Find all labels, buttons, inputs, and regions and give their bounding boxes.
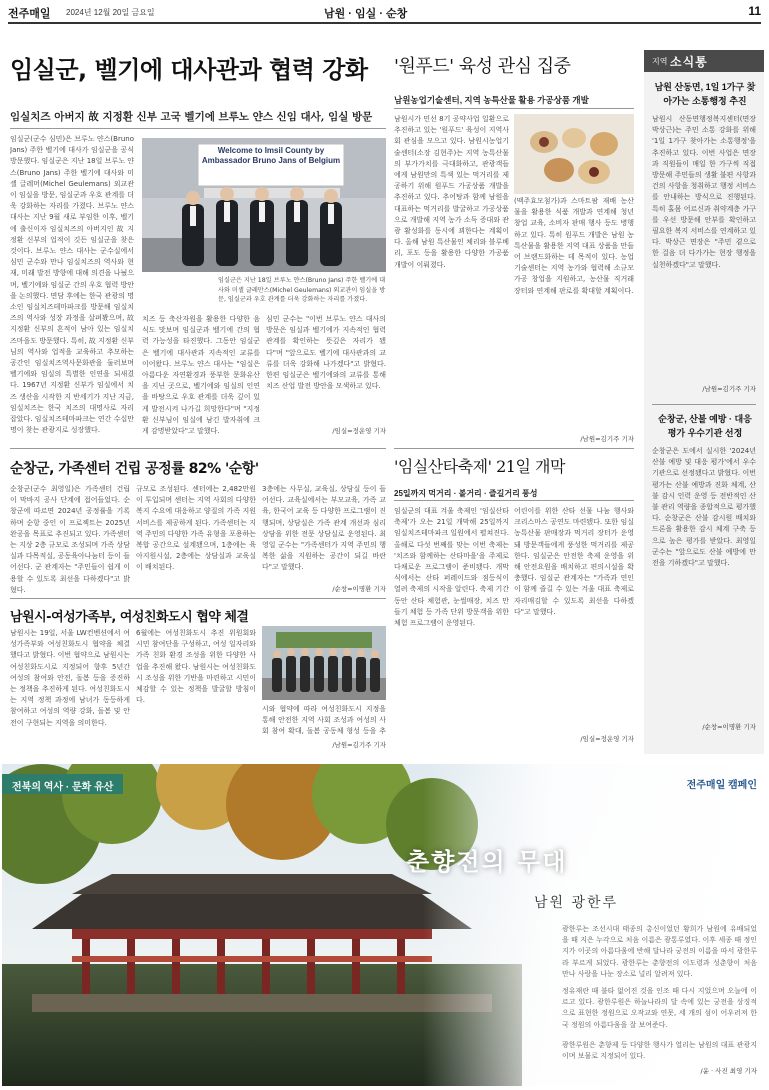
sidebar <box>644 50 764 754</box>
a1-photo <box>142 138 386 272</box>
issue-date: 2024년 12월 20일 금요일 <box>66 8 155 17</box>
a1-headline: 임실군, 벨기에 대사관과 협력 강화 <box>10 56 368 84</box>
sidebar-label-title: 소식통 <box>670 55 708 69</box>
campaign-section <box>2 764 767 1086</box>
banner-line-1: Welcome to Imsil County by <box>217 146 325 155</box>
campaign-body-1: 광한루는 조선시대 태종의 총신이었던 황희가 남원에 유배되었을 때 지은 누각으로 처음 이름은 광통루였다. 이후 세종 때 정인지가 이곳의 아름다움에 반해 달나라 궁전의 이름을 따서 광한루라 부르게 되었다. 광한루는 춘향전의 이도령과 성춘향이 처음 만나 사랑을 나눈 장소로 널리 알려져 있다. <box>562 925 757 978</box>
a2-photo-illustration <box>514 114 634 194</box>
a3-top-rule <box>394 448 634 449</box>
masthead <box>8 4 761 20</box>
masthead-rule <box>8 22 761 24</box>
campaign-body-3: 광한루원은 춘향제 등 다양한 행사가 열리는 남원의 대표 관광지이며 보물로 지정되어 있다. <box>562 1041 757 1061</box>
a2-headline: '원푸드' 육성 관심 집중 <box>394 56 571 77</box>
a5-photo <box>262 626 386 700</box>
campaign-brand: 전주매일 캠페인 <box>686 780 757 791</box>
banner-line-2: Ambassador Bruno Jans of Belgium <box>201 156 341 165</box>
a1-body-col2: 치즈 등 축산자원을 활용한 다양한 음식도 맛보며 임실군과 벨기에 간의 협력 가능성을 타진했다. 그동안 임실군은 벨기에 대사관과 지속적인 교류를 이어왔다. 브루노 얀스 대사는 "임실은 아름다운 자연환경과 풍부한 문화유산을 지닌 곳으로, 벨기에와 임실의 인연을 바탕으로 우호 관계를 더욱 깊이 있게 발전시켜 나가길 희망한다"며 "지정환 신부님이 임실에 남긴 발자취에 크게 감명받았다"고 말했다. <box>142 315 260 436</box>
sidebar-label-region: 지역 <box>652 57 668 66</box>
a3-subhead: 25일까지 먹거리 · 볼거리 · 즐길거리 풍성 <box>394 489 538 498</box>
a3-body-col1: 임실군의 대표 겨울 축제인 '임실산타축제'가 오는 21일 개막해 25일까지 임실치즈테마파크 일원에서 펼쳐진다. 올해로 다섯 번째를 맞는 이번 축제는 '치즈와 함께하는 산타마을'을 주제로 다채로운 프로그램이 준비됐다. 개막식에서는 산타 퍼레이드와 점등식이 열려 축제의 시작을 알린다. 축제 기간 동안 산타 체험관, 눈썰매장, 치즈 만들기 체험 등 가족 단위 방문객을 위한 체험 프로그램이 운영된다. <box>394 507 509 628</box>
a5-body-col1: 남원시는 19일, 서울 LW컨벤션에서 여성가족부와 여성친화도시 협약을 체결했다고 밝혔다. 이번 협약으로 남원시는 여성친화도시로 지정되어 향후 5년간 여성의 참여와 안전, 돌봄 등을 증진하는 정책을 추진하게 된다. 여성친화도시는 지역 정책 과정에 남녀가 동등하게 참여하고 여성의 역량 강화, 돌봄 및 안전이 구현되는 지역을 의미한다. <box>10 629 130 727</box>
sidebar-s2-headline: 순창군, 산불 예방 · 대응 평가 우수기관 선정 <box>658 414 752 438</box>
a1-caption: 임실군은 지난 18일 브루노 얀스(Bruno Jans) 주한 벨기에 대사와 미셸 글레만스(Michel Geulemans) 외교관이 임실을 방문, 임실군과 우호 관계를 더욱 강화하는 자리를 가졌다. <box>218 277 386 303</box>
sidebar-s1-byline: /남원=김기주 기자 <box>702 385 756 393</box>
a4-body-col1: 순창군(군수 최영일)은 가족센터 건립이 막바지 공사 단계에 접어들었다. 순창군에 따르면 2024년 공정률을 기록하며 순항 중인 이 프로젝트는 2025년 완공을 목표로 추진되고 있다. 가족센터는 지상 2층 규모로 조성되며 가족 상담실과 다목적실, 공동육아나눔터 등이 들어선다. 군 관계자는 "주민들이 쉽게 이용할 수 있도록 최선을 다하겠다"고 밝혔다. <box>10 485 130 594</box>
a2-body-col1: 남원시가 민선 8기 공약사업 일환으로 추진하고 있는 '원푸드' 육성이 지역사회 관심을 모으고 있다. 남원시농업기술센터(소장 김현주)는 지역 농특산물의 부가가치를 극대화하고, 관광객들에게 남원만의 특색 있는 먹거리를 제공하기 위해 원푸드 가공상품 개발을 추진하고 있다. 추어탕과 함께 남원을 대표하는 먹거리를 발굴하고 가공상품으로 개발해 지역 농가 소득 증대와 관광 활성화를 동시에 꾀한다는 계획이다. 올해 남원 특산물인 체리와 블루베리, 포도 등을 활용한 다양한 가공품 개발이 이뤄졌다. <box>394 115 509 269</box>
a3-byline: /임실=정운영 기자 <box>580 735 634 743</box>
sidebar-s2-body: 순창군은 도에서 실시한 '2024년 산불 예방 및 대응 평가'에서 우수기관으로 선정됐다고 밝혔다. 이번 평가는 산불 예방과 진화 체계, 산불 감시 인력 운영 등 전반적인 산불 관리 역량을 종합적으로 평가했다. 순창군은 산불 감시원 배치와 드론을 활용한 감시 체계 구축 등으로 높은 평가를 받았다. 최영일 군수는 "앞으로도 산불 예방에 만전을 기하겠다"고 말했다. <box>652 447 756 568</box>
a1-byline: /임실=정운영 기자 <box>332 427 386 435</box>
campaign-label: 전북의 역사 · 문화 유산 <box>2 774 123 794</box>
section-title: 남원 · 임실 · 순창 <box>324 8 408 20</box>
a4-body-col2: 규모로 조성된다. 센터에는 2,482만원이 투입되며 센터는 지역 사회의 다양한 복지 수요에 대응하고 양질의 가족 지원 서비스를 제공하게 된다. 가족센터는 지역 주민의 다양한 가족 유형을 포용하는 복합 공간으로 설계됐으며, 1층에는 육아지원시설, 2층에는 상담실과 교육실이 배치된다. <box>136 485 256 572</box>
sidebar-s1-headline: 남원 산동면, 1일 1가구 찾아가는 소통행정 추진 <box>654 82 756 106</box>
a5-photo-illustration <box>262 626 386 700</box>
a4-top-rule <box>10 448 386 449</box>
sidebar-s1-body: 남원시 산동면행정복지센터(면장 박상근)는 주민 소통 강화를 위해 '1일 1가구 찾아가는 소통행정'을 추진하고 있다. 이번 사업은 면장과 직원들이 매일 한 가구씩 직접 방문해 주민들의 생활 불편 사항과 건의 사항을 청취하고 행정 서비스를 안내하는 방식으로 진행된다. 특히 홀몸 어르신과 취약계층 가구를 우선 방문해 안부를 확인하고 필요한 복지 서비스를 연계하고 있다. 박상근 면장은 "주민 곁으로 한 걸음 더 다가가는 현장 행정을 실천하겠다"고 말했다. <box>652 115 756 269</box>
sidebar-s2-byline: /순창=이명환 기자 <box>702 723 756 731</box>
a5-body-col2: 6월에는 여성친화도시 추진 위원회와 시민 참여단을 구성하고, 여성 일자리와 가족 친화 환경 조성을 위한 다양한 사업을 추진해 왔다. 남원시는 여성친화도시 조성을 위한 기반을 마련하고 시민이 체감할 수 있는 정책을 발굴할 방침이다. <box>136 629 256 705</box>
a3-rule <box>394 500 634 501</box>
campaign-body-2: 정유재란 때 불타 없어진 것을 인조 때 다시 지었으며 오늘에 이르고 있다. 광한루원은 하늘나라의 달 속에 있는 궁전을 상징적으로 표현한 정원으로 오작교와 연못, 세 개의 섬이 어우러져 한국 정원의 아름다움을 잘 보여준다. <box>562 987 757 1029</box>
sidebar-divider <box>652 404 756 405</box>
a2-photo <box>514 114 634 194</box>
a2-byline: /남원=김기주 기자 <box>580 435 634 443</box>
a4-headline: 순창군, 가족센터 건립 공정률 82% '순항' <box>10 461 259 477</box>
sidebar-header <box>644 50 764 72</box>
campaign-subtitle: 남원 광한루 <box>534 895 619 911</box>
a1-subhead: 임실치즈 아버지 故 지정환 신부 고국 벨기에 브루노 얀스 신임 대사, 임실 방문 <box>10 111 373 123</box>
page-number: 11 <box>748 4 761 18</box>
a2-body-col2: (맥주효모첨가)과 스마트팜 재배 농산물을 활용한 식품 개발과 연계해 청년 창업 교육, 소비자 판매 행사 등도 병행하고 있다. 특히 원푸드 개발은 남원 농특산물을 활용한 지역 대표 상품을 만들어 브랜드화하는 데 목적이 있다. 농업기술센터는 지역 농가와 협력해 소규모 가공 창업을 지원하고, 농산물 직거래 장터와 연계해 판로를 확대할 계획이다. <box>514 197 634 295</box>
a3-body-col2: 어린이를 위한 산타 선물 나눔 행사와 크리스마스 공연도 마련됐다. 또한 임실 농특산물 판매장과 먹거리 장터가 운영돼 방문객들에게 풍성한 먹거리를 제공한다. 임실군은 안전한 축제 운영을 위해 안전요원을 배치하고 편의시설을 확충했다. 임실군 관계자는 "가족과 연인이 함께 즐길 수 있는 겨울 대표 축제로 자리매김할 수 있도록 최선을 다하겠다"고 말했다. <box>514 507 634 616</box>
campaign-byline: /윤 · 사진 최영 기자 <box>700 1067 757 1075</box>
a2-subhead: 남원농업기술센터, 지역 농특산물 활용 가공상품 개발 <box>394 95 589 105</box>
a4-body-col3: 3층에는 사무실, 교육실, 상담실 등이 들어선다. 교육실에서는 부모교육, 가족 교육, 한국어 교육 등 다양한 프로그램이 진행되며, 상담실은 가족 관계 개선과 심리 상담을 위한 전문 상담실로 운영된다. 최영일 군수는 "가족센터가 지역 주민의 행복한 삶을 지원하는 공간이 되길 바란다"고 말했다. <box>262 485 386 572</box>
a2-rule <box>394 108 634 109</box>
a1-rule <box>10 128 386 129</box>
a5-headline: 남원시-여성가족부, 여성친화도시 협약 체결 <box>10 610 249 625</box>
a4-byline: /순창=이명환 기자 <box>332 585 386 593</box>
a5-byline: /남원=김기주 기자 <box>332 741 386 749</box>
a1-body-col3: 심민 군수는 "이번 브루노 얀스 대사의 방문은 임실과 벨기에가 지속적인 협력 관계를 확인하는 뜻깊은 자리가 됐다"며 "앞으로도 벨기에 대사관과의 교류를 더욱 강화해 나가겠다"고 밝혔다. 한편 임실군은 벨기에와의 교류를 통해 치즈 산업 발전 방안을 모색하고 있다. <box>266 315 386 391</box>
a5-top-rule <box>10 598 386 599</box>
campaign-title: 춘향전의 무대 <box>406 847 568 876</box>
paper-name: 전주매일 <box>8 8 51 20</box>
a5-body-col3: 시와 협약에 따라 여성친화도시 지정을 통해 안전한 지역 사회 조성과 여성의 사회 참여 확대, 돌봄 공동체 형성 등을 추 <box>262 705 386 736</box>
a1-body-col1: 임실군(군수 심민)은 브루노 얀스(Bruno Jans) 주한 벨기에 대사가 임실군을 공식 방문했다. 임실군은 지난 18일 브루노 얀스(Bruno Jans) 주한 벨기에 대사와 미셸 글레머(Michel Geulemans) 외교관이 임실을 방문, 임실군과 우호 관계를 더욱 강화하는 자리를 가졌다. 브루노 얀스 대사는 지난 9월 새로 부임한 이후, 벨기에 출신이자 임실치즈의 아버지인 故 지정환 신부의 업적이 깃든 임실군을 찾은 것이다. 브루노 얀스 대사는 군수실에서 심민 군수와 만나 임실치즈의 역사와 현재, 미래 발전 방향에 대해 의견을 나눴으며, 벨기에와 임실군 간의 우호 협력 방안을 논의했다. 면담 후에는 한국 관광의 명소인 임실치즈테마파크를 방문해 임실치즈의 역사와 성장 과정을 살펴봤으며, 故 지정환 신부의 흔적이 남아 있는 임실치즈마을도 방문했다. 특히, 故 지정환 신부님의 역사와 업적을 교육하고 추모하는 공간인 임실치즈역사문화관을 둘러보며 벨기에와 임실의 특별한 인연을 되새겼다. 1967년 지정환 신부가 임실에서 치즈 생산을 시작한 지 반세기가 지난 지금, 임실치즈는 한국 치즈의 대명사로 자리 잡았다. 임실치즈테마파크는 연간 수십만 명이 찾는 관광지로 성장했다. <box>10 135 134 435</box>
a3-headline: '임실산타축제' 21일 개막 <box>394 457 565 476</box>
